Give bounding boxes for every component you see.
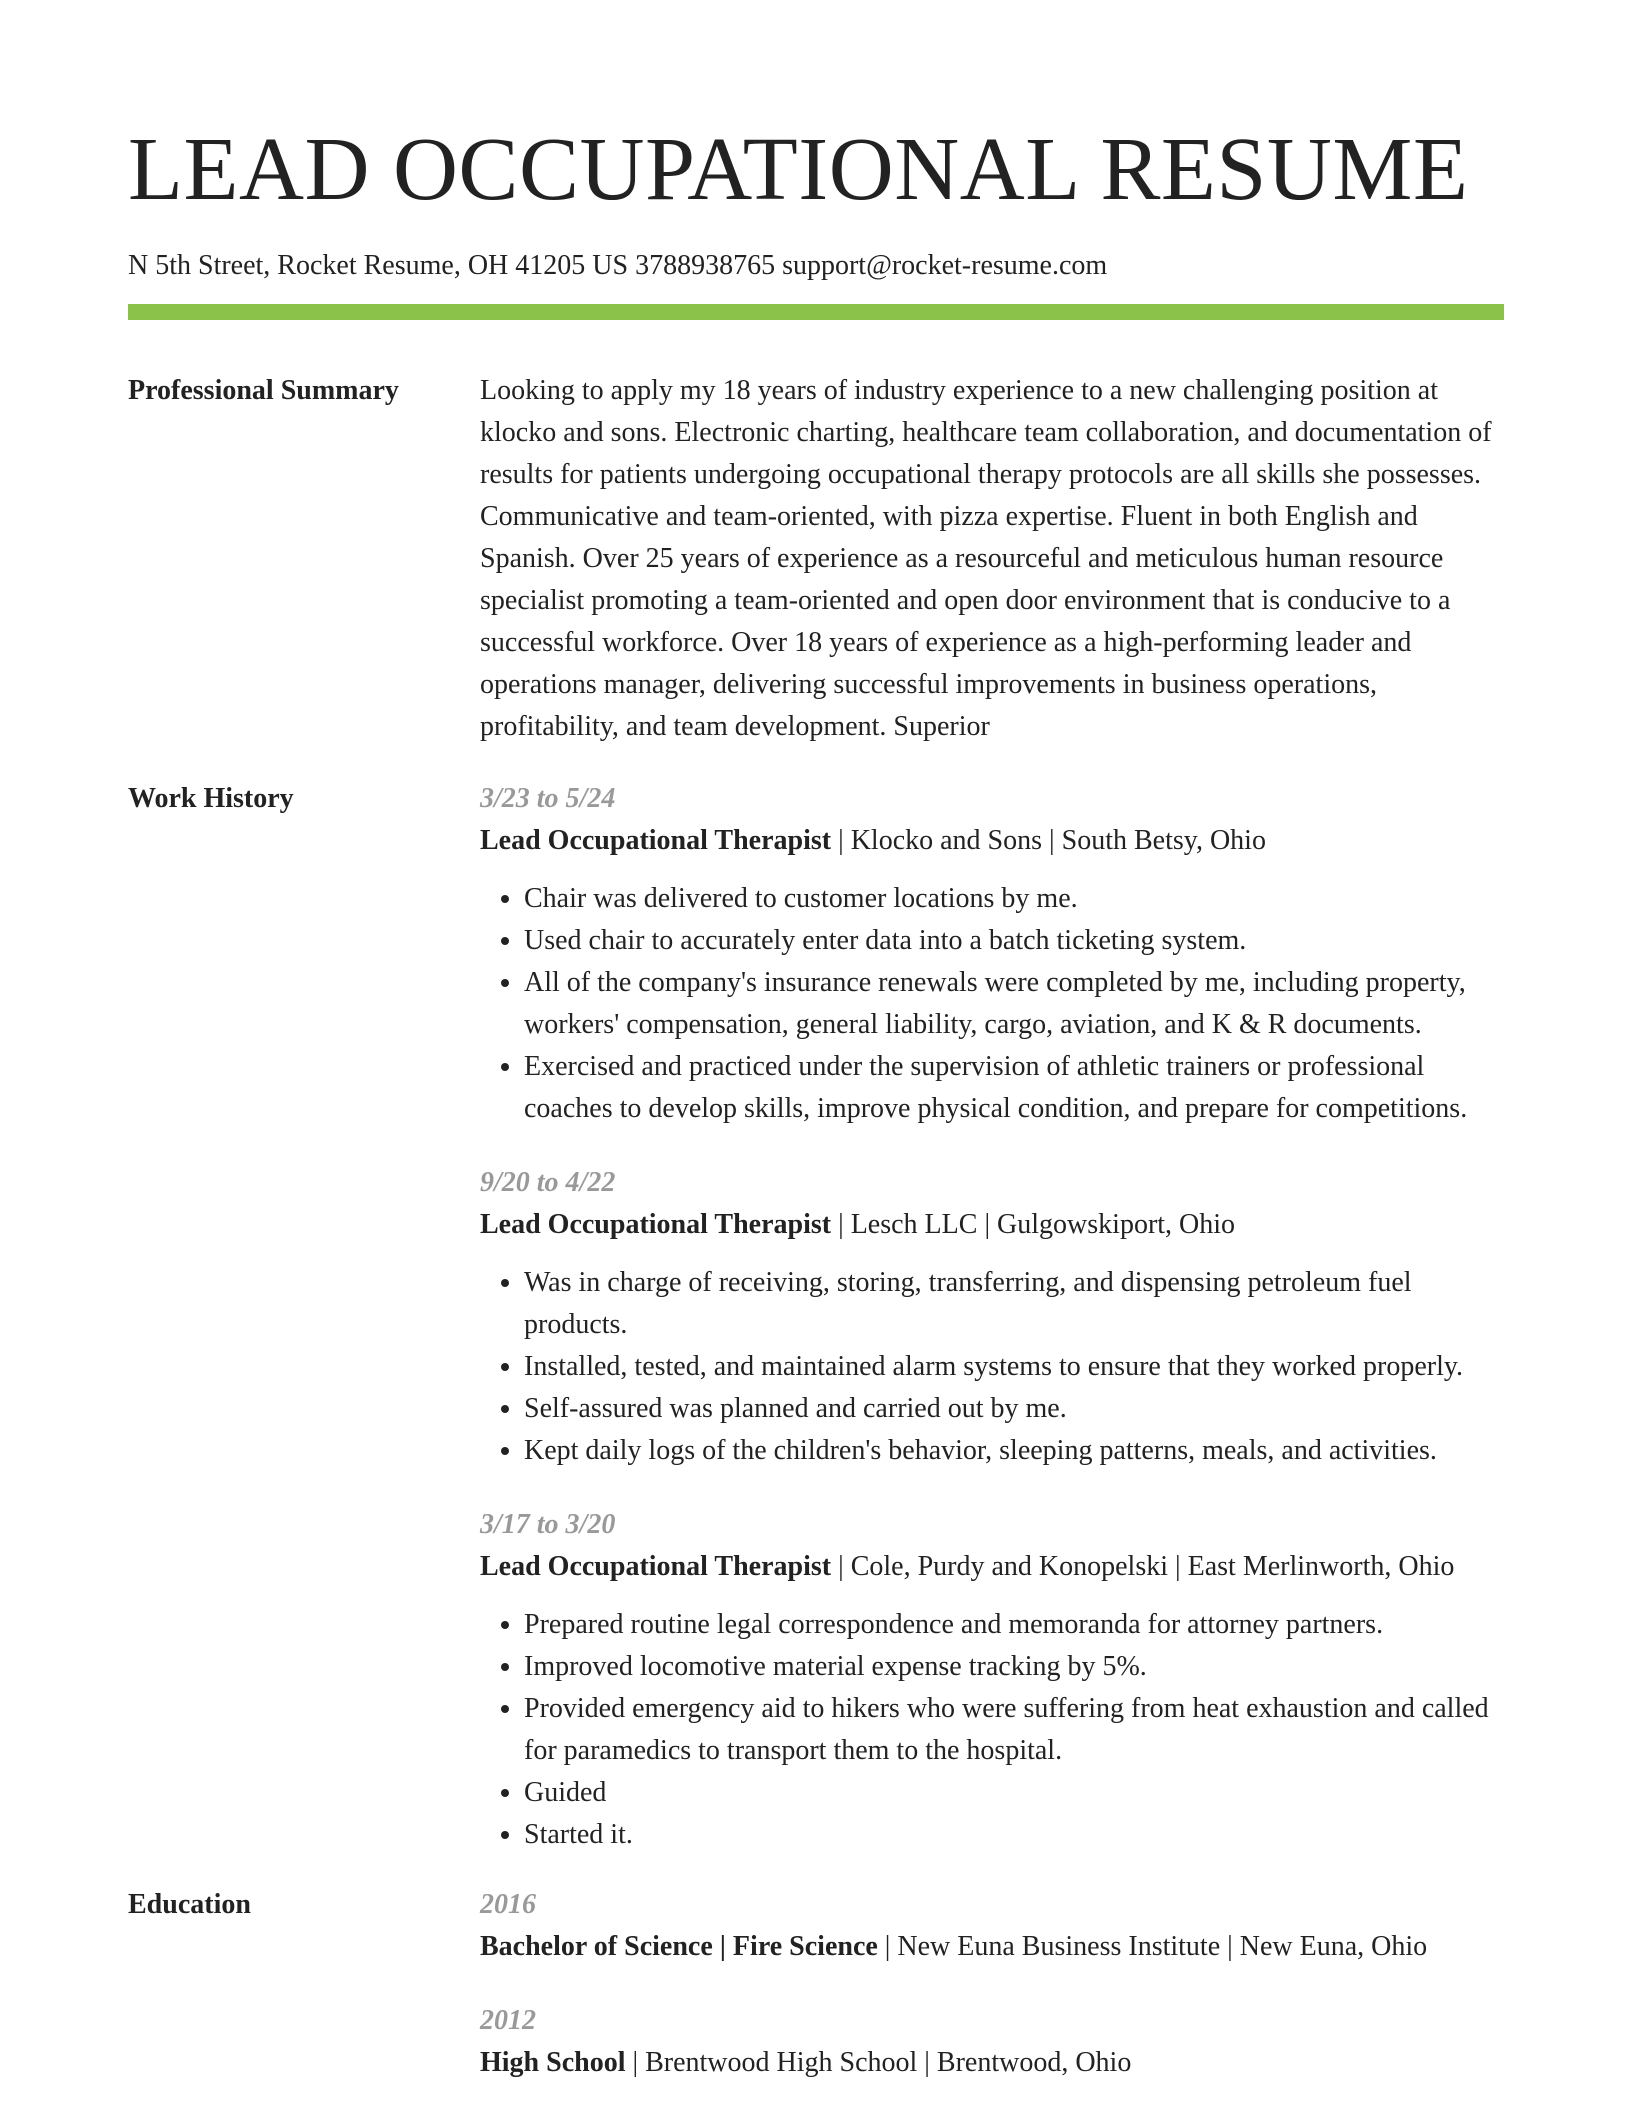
work-history-section — [128, 778, 1504, 1856]
education-entry — [480, 2000, 1504, 2084]
section-label-summary: Professional Summary — [128, 375, 399, 406]
section-label-work-history: Work History — [128, 783, 294, 814]
resume-title: LEAD OCCUPATIONAL RESUME — [128, 120, 1469, 219]
job-details: | Lesch LLC | Gulgowskiport, Ohio — [831, 1209, 1236, 1240]
education-degree: High School — [480, 2047, 626, 2078]
education-line — [480, 1926, 1504, 1968]
job-bullet: • Self-assured was planned and carried out by me. — [524, 1388, 1504, 1430]
job-entry — [480, 1504, 1504, 1856]
job-entry — [480, 778, 1504, 1130]
job-bullet: • All of the company's insurance renewals were completed by me, including property, workers' compensation, general liability, cargo, aviation, and K & R documents. — [524, 962, 1504, 1046]
job-bullet: • Chair was delivered to customer locations by me. — [524, 878, 1504, 920]
job-bullet: • Kept daily logs of the children's behavior, sleeping patterns, meals, and activities. — [524, 1430, 1504, 1472]
job-dates: 3/23 to 5/24 — [480, 783, 616, 814]
education-details: | Brentwood High School | Brentwood, Ohio — [625, 2047, 1132, 2078]
job-title-line — [480, 820, 1504, 862]
contact-line: N 5th Street, Rocket Resume, OH 41205 US 3788938765 support@rocket-resume.com — [128, 250, 1108, 281]
job-role: Lead Occupational Therapist — [480, 825, 832, 856]
job-bullets — [480, 1262, 1504, 1472]
job-bullet: • Improved locomotive material expense tracking by 5%. — [524, 1646, 1504, 1688]
job-bullet: • Prepared routine legal correspondence and memoranda for attorney partners. — [524, 1604, 1504, 1646]
education-degree: Bachelor of Science | Fire Science — [480, 1931, 878, 1962]
section-label-education: Education — [128, 1889, 251, 1920]
education-entry — [480, 1884, 1504, 1968]
job-entry — [480, 1162, 1504, 1472]
job-bullet: • Exercised and practiced under the supervision of athletic trainers or professional coaches to develop skills, improve physical condition, and prepare for competitions. — [524, 1046, 1504, 1130]
job-bullet: • Used chair to accurately enter data into a batch ticketing system. — [524, 920, 1504, 962]
summary-section — [128, 370, 1504, 748]
job-bullets — [480, 1604, 1504, 1856]
education-details: | New Euna Business Institute | New Euna, Ohio — [877, 1931, 1428, 1962]
job-details: | Klocko and Sons | South Betsy, Ohio — [831, 825, 1266, 856]
job-role: Lead Occupational Therapist — [480, 1209, 832, 1240]
job-title-line — [480, 1546, 1504, 1588]
job-details: | Cole, Purdy and Konopelski | East Merlinworth, Ohio — [831, 1551, 1455, 1582]
job-bullet: • Installed, tested, and maintained alarm systems to ensure that they worked properly. — [524, 1346, 1504, 1388]
job-bullet: • Provided emergency aid to hikers who were suffering from heat exhaustion and called for paramedics to transport them to the hospital. — [524, 1688, 1504, 1772]
job-title-line — [480, 1204, 1504, 1246]
education-year: 2016 — [480, 1889, 536, 1920]
education-section — [128, 1884, 1504, 2084]
job-bullet: • Started it. — [524, 1814, 1504, 1856]
accent-divider — [128, 304, 1504, 320]
education-line — [480, 2042, 1504, 2084]
education-year: 2012 — [480, 2005, 536, 2036]
summary-text: Looking to apply my 18 years of industry experience to a new challenging position at klocko and sons. Electronic charting, healthcare team collaboration, and documentation of results for patients undergoing occupational therapy protocols are all skills she possesses. Communicative and team-oriented, with pizza expertise. Fluent in both English and Spanish. Over 25 years of experience as a resourceful and meticulous human resource specialist promoting a team-oriented and open door environment that is conducive to a successful workforce. Over 18 years of experience as a high-performing leader and operations manager, delivering successful improvements in business operations, profitability, and team development. Superior — [480, 375, 1492, 742]
job-dates: 9/20 to 4/22 — [480, 1167, 616, 1198]
job-bullet: • Was in charge of receiving, storing, transferring, and dispensing petroleum fuel products. — [524, 1262, 1504, 1346]
job-dates: 3/17 to 3/20 — [480, 1509, 616, 1540]
job-bullet: • Guided — [524, 1772, 1504, 1814]
education-list — [480, 1884, 1504, 2084]
job-role: Lead Occupational Therapist — [480, 1551, 832, 1582]
job-bullets — [480, 878, 1504, 1130]
work-history-list — [480, 778, 1504, 1856]
